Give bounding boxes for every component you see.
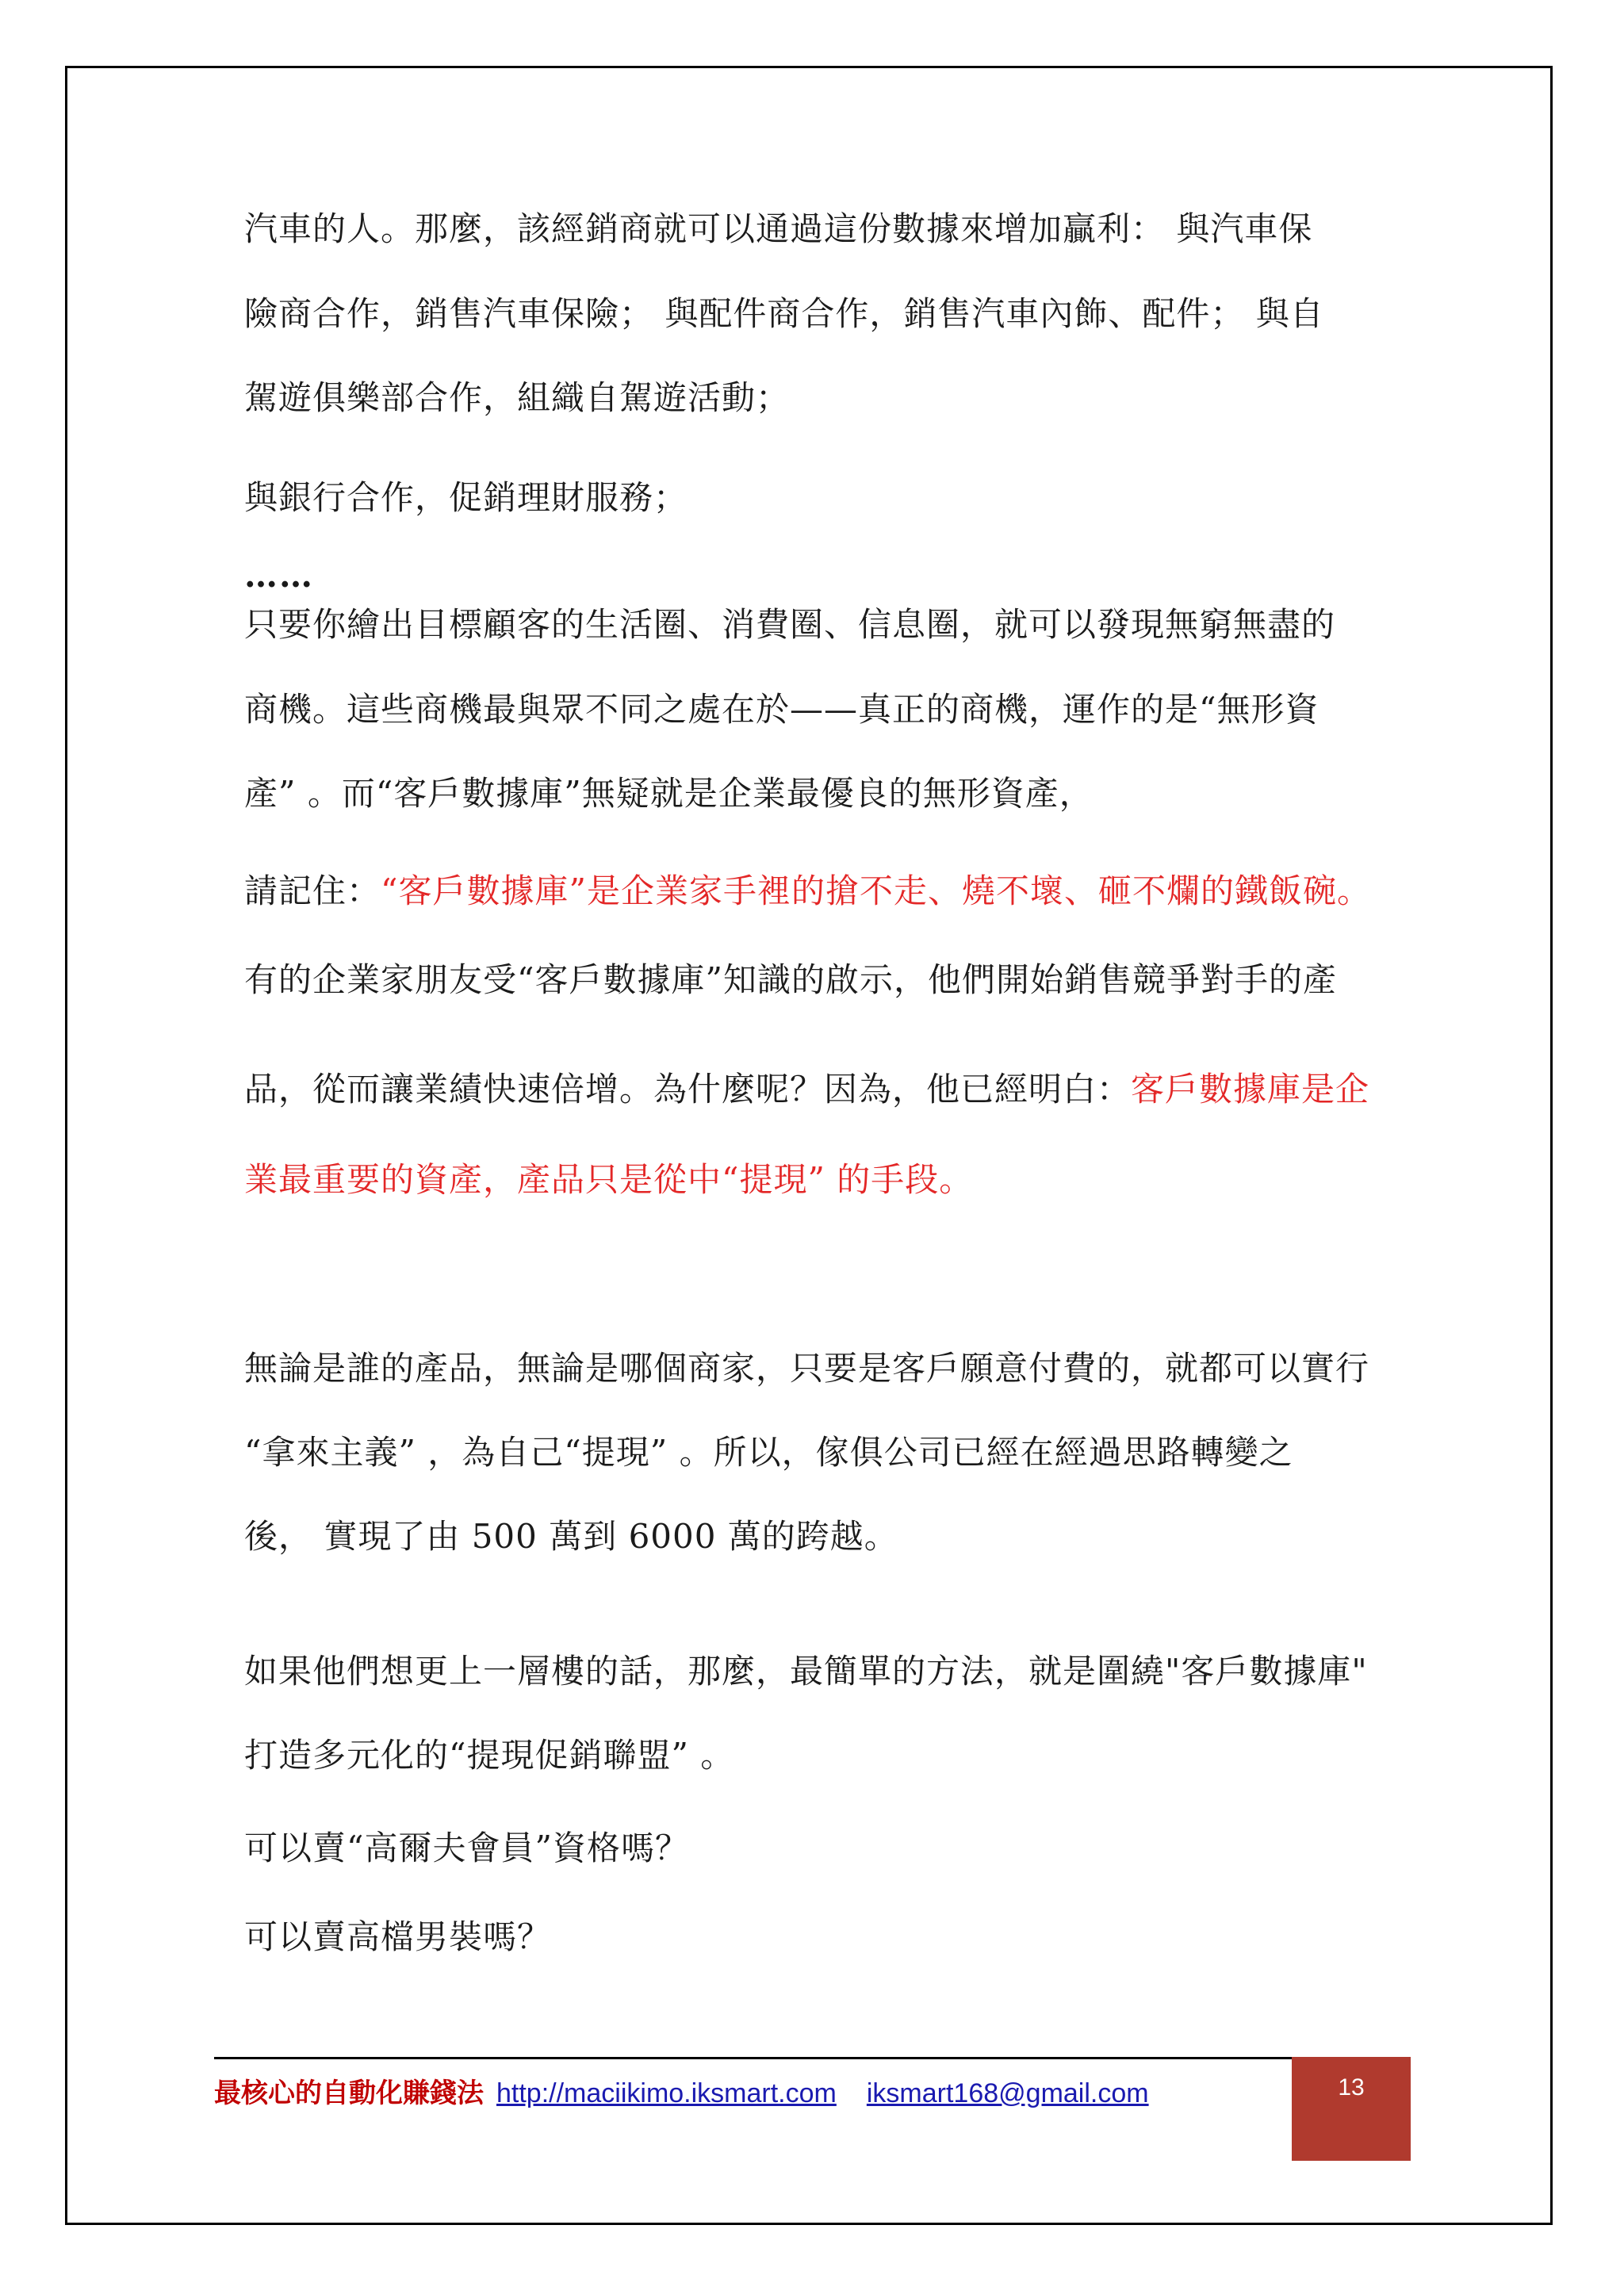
remember-line (244, 871, 1371, 912)
body-line-4: 與銀行合作，促銷理財服務； (244, 478, 688, 517)
page-number: 13 (1338, 2074, 1365, 2101)
footer-brand: 最核心的自動化賺錢法 (214, 2078, 484, 2108)
footer-url-link[interactable]: http://maciikimo.iksmart.com (496, 2078, 837, 2108)
footer-email-link[interactable]: iksmart168@gmail.com (866, 2078, 1149, 2108)
body-line-11: 後， 實現了由 500 萬到 6000 萬的跨越。 (244, 1517, 898, 1556)
body-line-6: 商機。這些商機最與眾不同之處在於——真正的商機，運作的是“無形資 (244, 690, 1320, 729)
remember-prefix: 請記住： (244, 871, 381, 910)
understand-line (244, 1069, 1369, 1110)
body-line-2: 險商合作，銷售汽車保險； 與配件商合作，銷售汽車內飾、配件； 與自 (244, 294, 1324, 333)
footer (214, 2076, 1149, 2111)
footer-rule (214, 2057, 1293, 2059)
page-number-box (1292, 2057, 1411, 2161)
understand-highlight-line-2: 業最重要的資產，產品只是從中“提現” 的手段。 (244, 1160, 974, 1199)
body-line-1: 汽車的人。那麼，該經銷商就可以通過這份數據來增加贏利： 與汽車保 (244, 209, 1313, 248)
ellipsis-line: …… (244, 556, 314, 595)
body-line-5: 只要你繪出目標顧客的生活圈、消費圈、信息圈，就可以發現無窮無盡的 (244, 605, 1336, 644)
body-line-14: 可以賣“高爾夫會員”資格嗎？ (244, 1829, 689, 1867)
body-line-15: 可以賣高檔男裝嗎？ (244, 1917, 552, 1956)
body-line-12: 如果他們想更上一層樓的話，那麼，最簡單的方法，就是圍繞"客戶數據庫" (244, 1652, 1368, 1691)
body-line-8: 有的企業家朋友受“客戶數據庫”知識的啟示，他們開始銷售競爭對手的產 (244, 960, 1337, 999)
understand-prefix: 品，從而讓業績快速倍增。為什麼呢？因為，他已經明白： (244, 1070, 1132, 1109)
remember-highlight: “客戶數據庫”是企業家手裡的搶不走、燒不壞、砸不爛的鐵飯碗。 (381, 871, 1371, 910)
body-line-7: 產” 。而“客戶數據庫”無疑就是企業最優良的無形資產， (244, 774, 1094, 813)
body-line-3: 駕遊俱樂部合作，組織自駕遊活動； (244, 378, 791, 417)
body-line-10: “拿來主義” ，為自己“提現” 。所以，傢俱公司已經在經過思路轉變之 (244, 1433, 1293, 1472)
body-line-9: 無論是誰的產品，無論是哪個商家，只要是客戶願意付費的，就都可以實行 (244, 1349, 1370, 1388)
body-line-13: 打造多元化的“提現促銷聯盟” 。 (244, 1736, 735, 1775)
understand-highlight: 客戶數據庫是企 (1131, 1070, 1370, 1109)
